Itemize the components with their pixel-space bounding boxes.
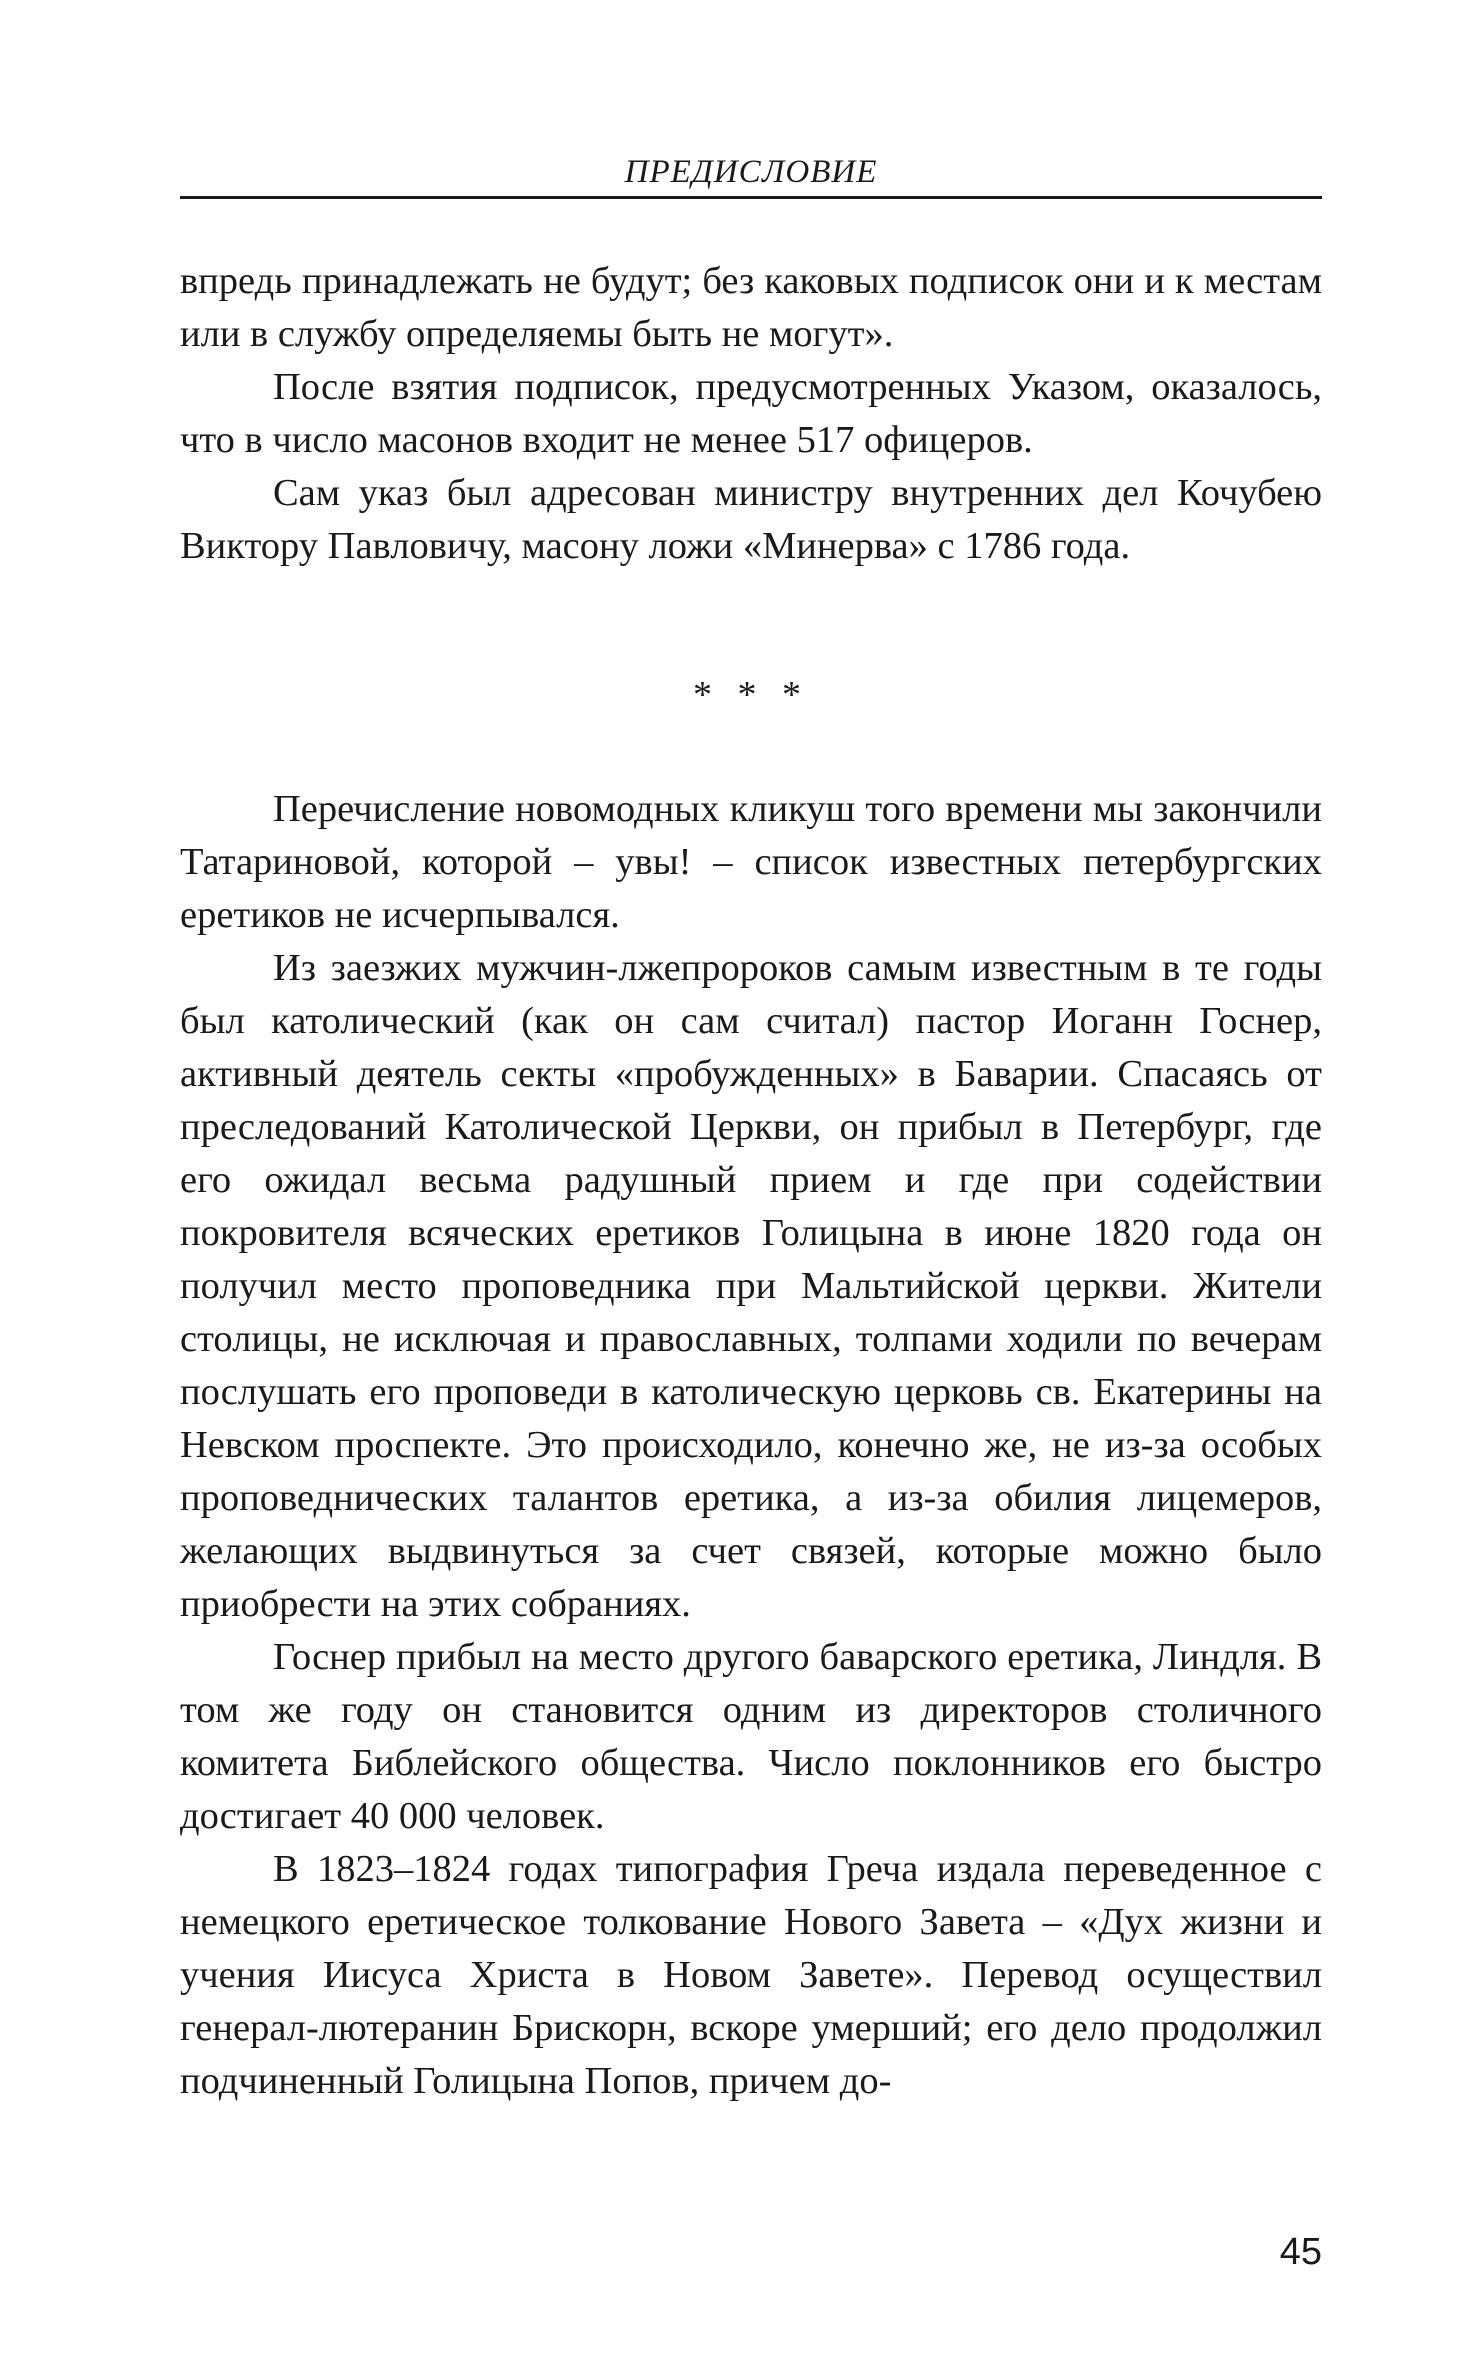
running-head-title: ПРЕДИСЛОВИЕ <box>624 154 878 190</box>
paragraph: Госнер прибыл на место другого баварского еретика, Линдля. В том же году он становится одним из директоров столичного комитета Библейского общества. Число поклонников его быстро достигает 40 000 человек. <box>180 1636 1322 1837</box>
section-divider-asterisks: * * * <box>693 674 809 716</box>
paragraph: Сам указ был адресован министру внутренних дел Кочубею Виктору Павловичу, масону ложи «Минерва» с 1786 года. <box>180 472 1322 567</box>
paragraph: После взятия подписок, предусмотренных Указом, оказалось, что в число масонов входит не менее 517 офицеров. <box>180 366 1322 461</box>
paragraph: В 1823–1824 годах типография Греча издала переведенное с немецкого еретическое толкование Нового Завета – «Дух жизни и учения Иисуса Христа в Новом Завете». Перевод осуществил генерал-лютеранин Брискорн, вскоре умерший; его дело продолжил подчиненный Голицына Попов, причем до- <box>180 1848 1322 2102</box>
paragraph: Перечисление новомодных кликуш того времени мы закончили Татариновой, которой – увы! – список известных петербургских еретиков не исчерпывался. <box>180 788 1322 936</box>
page-number: 45 <box>1279 2231 1322 2273</box>
paragraph: Из заезжих мужчин-лжепророков самым известным в те годы был католический (как он сам считал) пастор Иоганн Госнер, активный деятель секты «пробужденных» в Баварии. Спасаясь от преследований Католической Церкви, он прибыл в Петербург, где его ожидал весьма радушный прием и где при содействии покровителя всяческих еретиков Голицына в июне 1820 года он получил место проповедника при Мальтийской церкви. Жители столицы, не исключая и православных, толпами ходили по вечерам послушать его проповеди в католическую церковь св. Екатерины на Невском проспекте. Это происходило, конечно же, не из-за особых проповеднических талантов еретика, а из-за обилия лицемеров, желающих выдвинуться за счет связей, которые можно было приобрести на этих собраниях. <box>180 947 1322 1625</box>
text-section-main <box>180 783 1322 2108</box>
paragraph-continuation: впредь принадлежать не будут; без каковых подписок они и к местам или в службу определяемы быть не могут». <box>180 260 1322 355</box>
text-section-top <box>180 255 1322 573</box>
header-rule <box>180 196 1322 199</box>
